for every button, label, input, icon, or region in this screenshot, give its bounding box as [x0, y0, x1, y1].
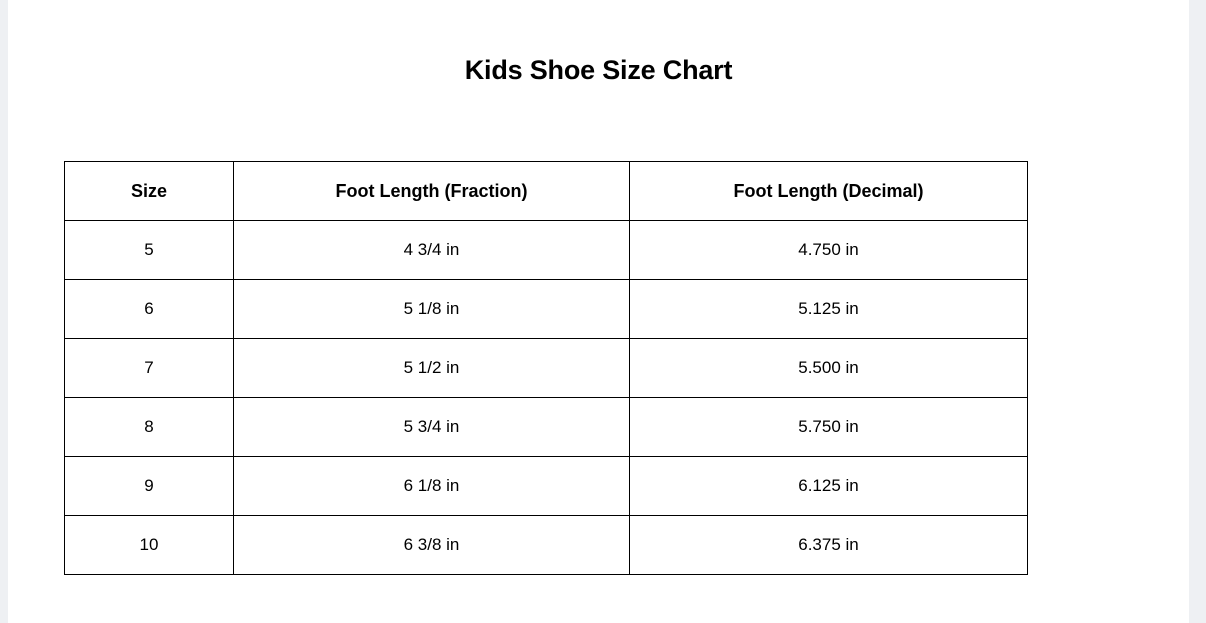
cell-fraction: 6 3/8 in — [234, 516, 630, 575]
cell-fraction: 5 1/2 in — [234, 339, 630, 398]
page-title: Kids Shoe Size Chart — [464, 55, 733, 85]
cell-decimal: 6.375 in — [630, 516, 1028, 575]
table-row — [65, 398, 1028, 457]
cell-decimal: 6.125 in — [630, 457, 1028, 516]
column-header-foot-length-decimal: Foot Length (Decimal) — [630, 162, 1028, 221]
table-row — [65, 339, 1028, 398]
document-page — [8, 0, 1189, 623]
cell-size: 7 — [65, 339, 234, 398]
table-row — [65, 516, 1028, 575]
cell-decimal: 5.500 in — [630, 339, 1028, 398]
table-row — [65, 457, 1028, 516]
cell-size: 9 — [65, 457, 234, 516]
cell-decimal: 4.750 in — [630, 221, 1028, 280]
column-header-size: Size — [65, 162, 234, 221]
cell-fraction: 6 1/8 in — [234, 457, 630, 516]
table-row — [65, 221, 1028, 280]
cell-fraction: 4 3/4 in — [234, 221, 630, 280]
cell-fraction: 5 3/4 in — [234, 398, 630, 457]
cell-size: 8 — [65, 398, 234, 457]
table-row — [65, 280, 1028, 339]
cell-fraction: 5 1/8 in — [234, 280, 630, 339]
right-gutter — [1198, 0, 1206, 623]
shoe-size-table — [64, 161, 1028, 575]
cell-size: 10 — [65, 516, 234, 575]
cell-decimal: 5.125 in — [630, 280, 1028, 339]
left-gutter — [0, 0, 8, 623]
table-header-row — [65, 162, 1028, 221]
cell-size: 6 — [65, 280, 234, 339]
cell-size: 5 — [65, 221, 234, 280]
cell-decimal: 5.750 in — [630, 398, 1028, 457]
column-header-foot-length-fraction: Foot Length (Fraction) — [234, 162, 630, 221]
